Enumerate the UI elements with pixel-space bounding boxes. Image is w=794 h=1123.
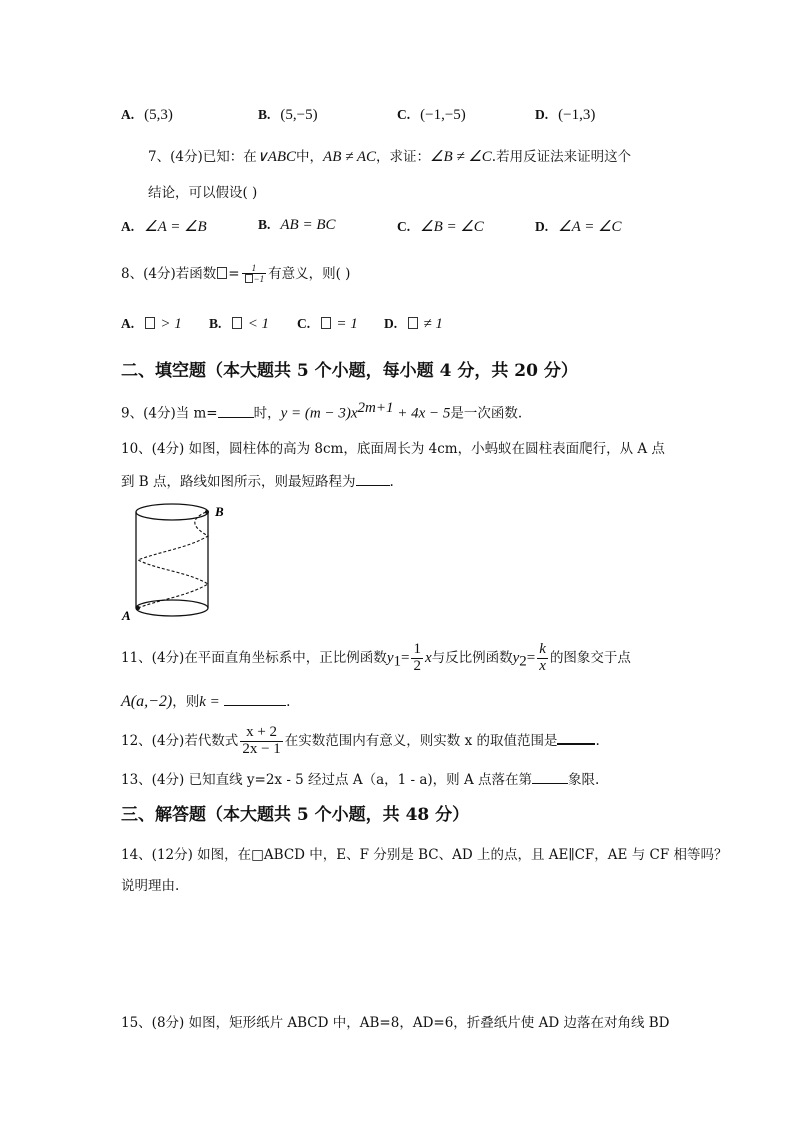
question-text: .若用反证法来证明这个 xyxy=(491,149,632,165)
question-text: 时， xyxy=(253,405,281,422)
equals-sign: = xyxy=(526,649,536,666)
q14-line1 xyxy=(121,843,727,863)
fraction-numerator: k xyxy=(539,641,546,657)
equals-sign: = xyxy=(228,266,240,282)
option-letter: B. xyxy=(258,107,271,122)
option-text: (5,3) xyxy=(144,107,173,123)
fraction-half xyxy=(411,642,423,675)
option-letter: B. xyxy=(209,316,222,331)
q8-option-b xyxy=(209,316,269,333)
claim-formula: ∠B ≠ ∠C xyxy=(430,149,492,165)
option-text: ≠ 1 xyxy=(423,316,443,332)
question-text: 若代数式 xyxy=(184,732,239,749)
placeholder-box xyxy=(232,317,242,329)
section-heading-fill-in: 二、填空题（本大题共 5 个小题，每小题 4 分，共 20 分） xyxy=(121,361,578,381)
placeholder-box xyxy=(245,274,253,283)
fraction-k-over-x xyxy=(537,642,548,675)
question-text: 15、(8分) 如图，矩形纸片 ABCD 中，AB=8，AD=6，折叠纸片使 AD 边落在对角线 BD xyxy=(121,1015,670,1031)
function-formula-tail: + 4x − 5 xyxy=(393,405,451,422)
q8-line xyxy=(121,262,350,285)
q7-line1 xyxy=(148,145,631,166)
question-text: 中， xyxy=(296,149,324,165)
option-letter: D. xyxy=(535,219,549,234)
question-text: ，则 xyxy=(172,694,200,710)
option-text: = 1 xyxy=(336,316,358,332)
fraction-denominator: x xyxy=(539,657,546,674)
q6-option-b xyxy=(258,107,318,124)
answer-blank xyxy=(218,405,254,418)
question-text: 在平面直角坐标系中，正比例函数 xyxy=(184,649,387,666)
option-text: (−1,3) xyxy=(558,107,596,123)
point-b-dot xyxy=(205,510,209,514)
fraction-denominator-text: −1 xyxy=(253,274,265,284)
q10-line1 xyxy=(121,437,665,457)
fraction-denominator xyxy=(242,273,267,285)
option-text: (5,−5) xyxy=(280,107,318,123)
fraction-numerator: x + 2 xyxy=(246,724,278,740)
q10-line2 xyxy=(121,470,394,490)
question-text: 结论，可以假设( ) xyxy=(148,185,258,201)
question-text: . xyxy=(389,474,394,490)
option-letter: C. xyxy=(297,316,311,331)
k-equals: k = xyxy=(199,694,220,710)
option-text: < 1 xyxy=(247,316,270,332)
q7-option-b xyxy=(258,217,336,234)
fraction xyxy=(242,264,267,286)
label-a: A xyxy=(122,608,131,623)
q6-option-c xyxy=(397,107,466,124)
q7-line2 xyxy=(148,181,257,201)
fraction-numerator: 1 xyxy=(251,262,257,273)
q8-option-c xyxy=(297,316,358,333)
q9-line xyxy=(121,400,522,423)
condition-formula: AB ≠ AC xyxy=(323,149,376,165)
option-text: ∠A = ∠B xyxy=(144,219,207,235)
fraction-denominator: 2 xyxy=(413,657,421,674)
question-number: 7、(4分) xyxy=(148,149,203,165)
question-text: 象限. xyxy=(568,772,600,788)
question-text: 说明理由. xyxy=(121,878,180,894)
question-text: . xyxy=(286,694,291,710)
placeholder-box xyxy=(408,317,418,329)
placeholder-box xyxy=(217,267,227,279)
question-text: 已知：在 xyxy=(202,149,257,165)
question-number: 12、(4分) xyxy=(121,732,185,749)
option-text: (−1,−5) xyxy=(420,107,466,123)
exponent: 2m+1 xyxy=(357,400,394,416)
question-text: 13、(4分) 已知直线 y=2x - 5 经过点 A（a，1 - a)，则 A 点落在第 xyxy=(121,772,533,788)
point-a-dot xyxy=(136,606,140,610)
equals-sign: = xyxy=(400,649,410,666)
question-text: 是一次函数. xyxy=(450,405,523,422)
option-letter: C. xyxy=(397,219,411,234)
question-number: 11、(4分) xyxy=(121,649,185,666)
fraction-denominator: 2x − 1 xyxy=(242,740,281,757)
var-x: x xyxy=(424,649,432,666)
question-number: 9、(4分) xyxy=(121,405,176,422)
question-text: 到 B 点，路线如图所示，则最短路程为 xyxy=(121,474,356,490)
placeholder-box xyxy=(321,317,331,329)
answer-blank xyxy=(224,693,286,706)
q11-line1 xyxy=(121,642,631,675)
section-heading-solutions: 三、解答题（本大题共 5 个小题，共 48 分） xyxy=(121,805,470,825)
option-text: AB = BC xyxy=(280,217,336,233)
option-letter: B. xyxy=(258,217,271,232)
question-text: ，求证： xyxy=(376,149,430,165)
point-a: A(a,−2) xyxy=(121,693,173,710)
cylinder-figure xyxy=(118,496,238,626)
q7-option-d xyxy=(535,217,622,236)
answer-blank xyxy=(557,731,595,745)
option-letter: A. xyxy=(121,219,135,234)
label-b: B xyxy=(215,504,224,519)
q14-line2 xyxy=(121,874,179,894)
answer-blank xyxy=(532,771,568,784)
q8-option-a xyxy=(121,316,182,333)
answer-blank xyxy=(356,473,390,486)
q11-line2 xyxy=(121,690,290,711)
question-text: 若函数 xyxy=(175,266,217,282)
cylinder-bottom-ellipse xyxy=(136,600,208,616)
subscript: 2 xyxy=(519,653,527,670)
question-text: 当 m= xyxy=(175,405,218,422)
question-text: 有意义，则( ) xyxy=(268,266,351,282)
q12-line xyxy=(121,725,600,758)
option-text: > 1 xyxy=(160,316,182,332)
option-text: ∠B = ∠C xyxy=(420,219,484,235)
option-letter: C. xyxy=(397,107,411,122)
q6-option-a xyxy=(121,107,173,124)
triangle-symbol: ∨ABC xyxy=(256,149,297,165)
q7-option-c xyxy=(397,217,484,236)
option-letter: A. xyxy=(121,107,135,122)
q8-option-d xyxy=(384,316,443,333)
q6-option-d xyxy=(535,107,595,124)
option-text: ∠A = ∠C xyxy=(558,219,622,235)
option-letter: D. xyxy=(535,107,549,122)
question-text: 与反比例函数 xyxy=(431,649,513,666)
subscript: 1 xyxy=(393,653,401,670)
fraction-expression xyxy=(240,725,282,758)
question-text: 14、(12分) 如图，在□ABCD 中，E、F 分别是 BC、AD 上的点，且 AE∥CF，AE 与 CF 相等吗？ xyxy=(121,847,728,863)
placeholder-box xyxy=(145,317,155,329)
question-text: 10、(4分) 如图，圆柱体的高为 8cm，底面周长为 4cm，小蚂蚁在圆柱表面爬行，从 A 点 xyxy=(121,441,665,457)
ant-path xyxy=(138,512,208,608)
question-text: 的图象交于点 xyxy=(549,649,631,666)
var-y1: y xyxy=(386,649,394,666)
question-text: 在实数范围内有意义，则实数 x 的取值范围是 xyxy=(284,732,558,749)
option-letter: A. xyxy=(121,316,135,331)
function-formula: y = (m − 3)x xyxy=(280,405,358,422)
question-number: 8、(4分) xyxy=(121,266,176,282)
q7-option-a xyxy=(121,217,207,236)
question-text: . xyxy=(595,732,600,749)
fraction-numerator: 1 xyxy=(413,641,421,657)
option-letter: D. xyxy=(384,316,398,331)
q15-line1 xyxy=(121,1011,669,1031)
q13-line xyxy=(121,768,599,788)
var-y2: y xyxy=(512,649,520,666)
